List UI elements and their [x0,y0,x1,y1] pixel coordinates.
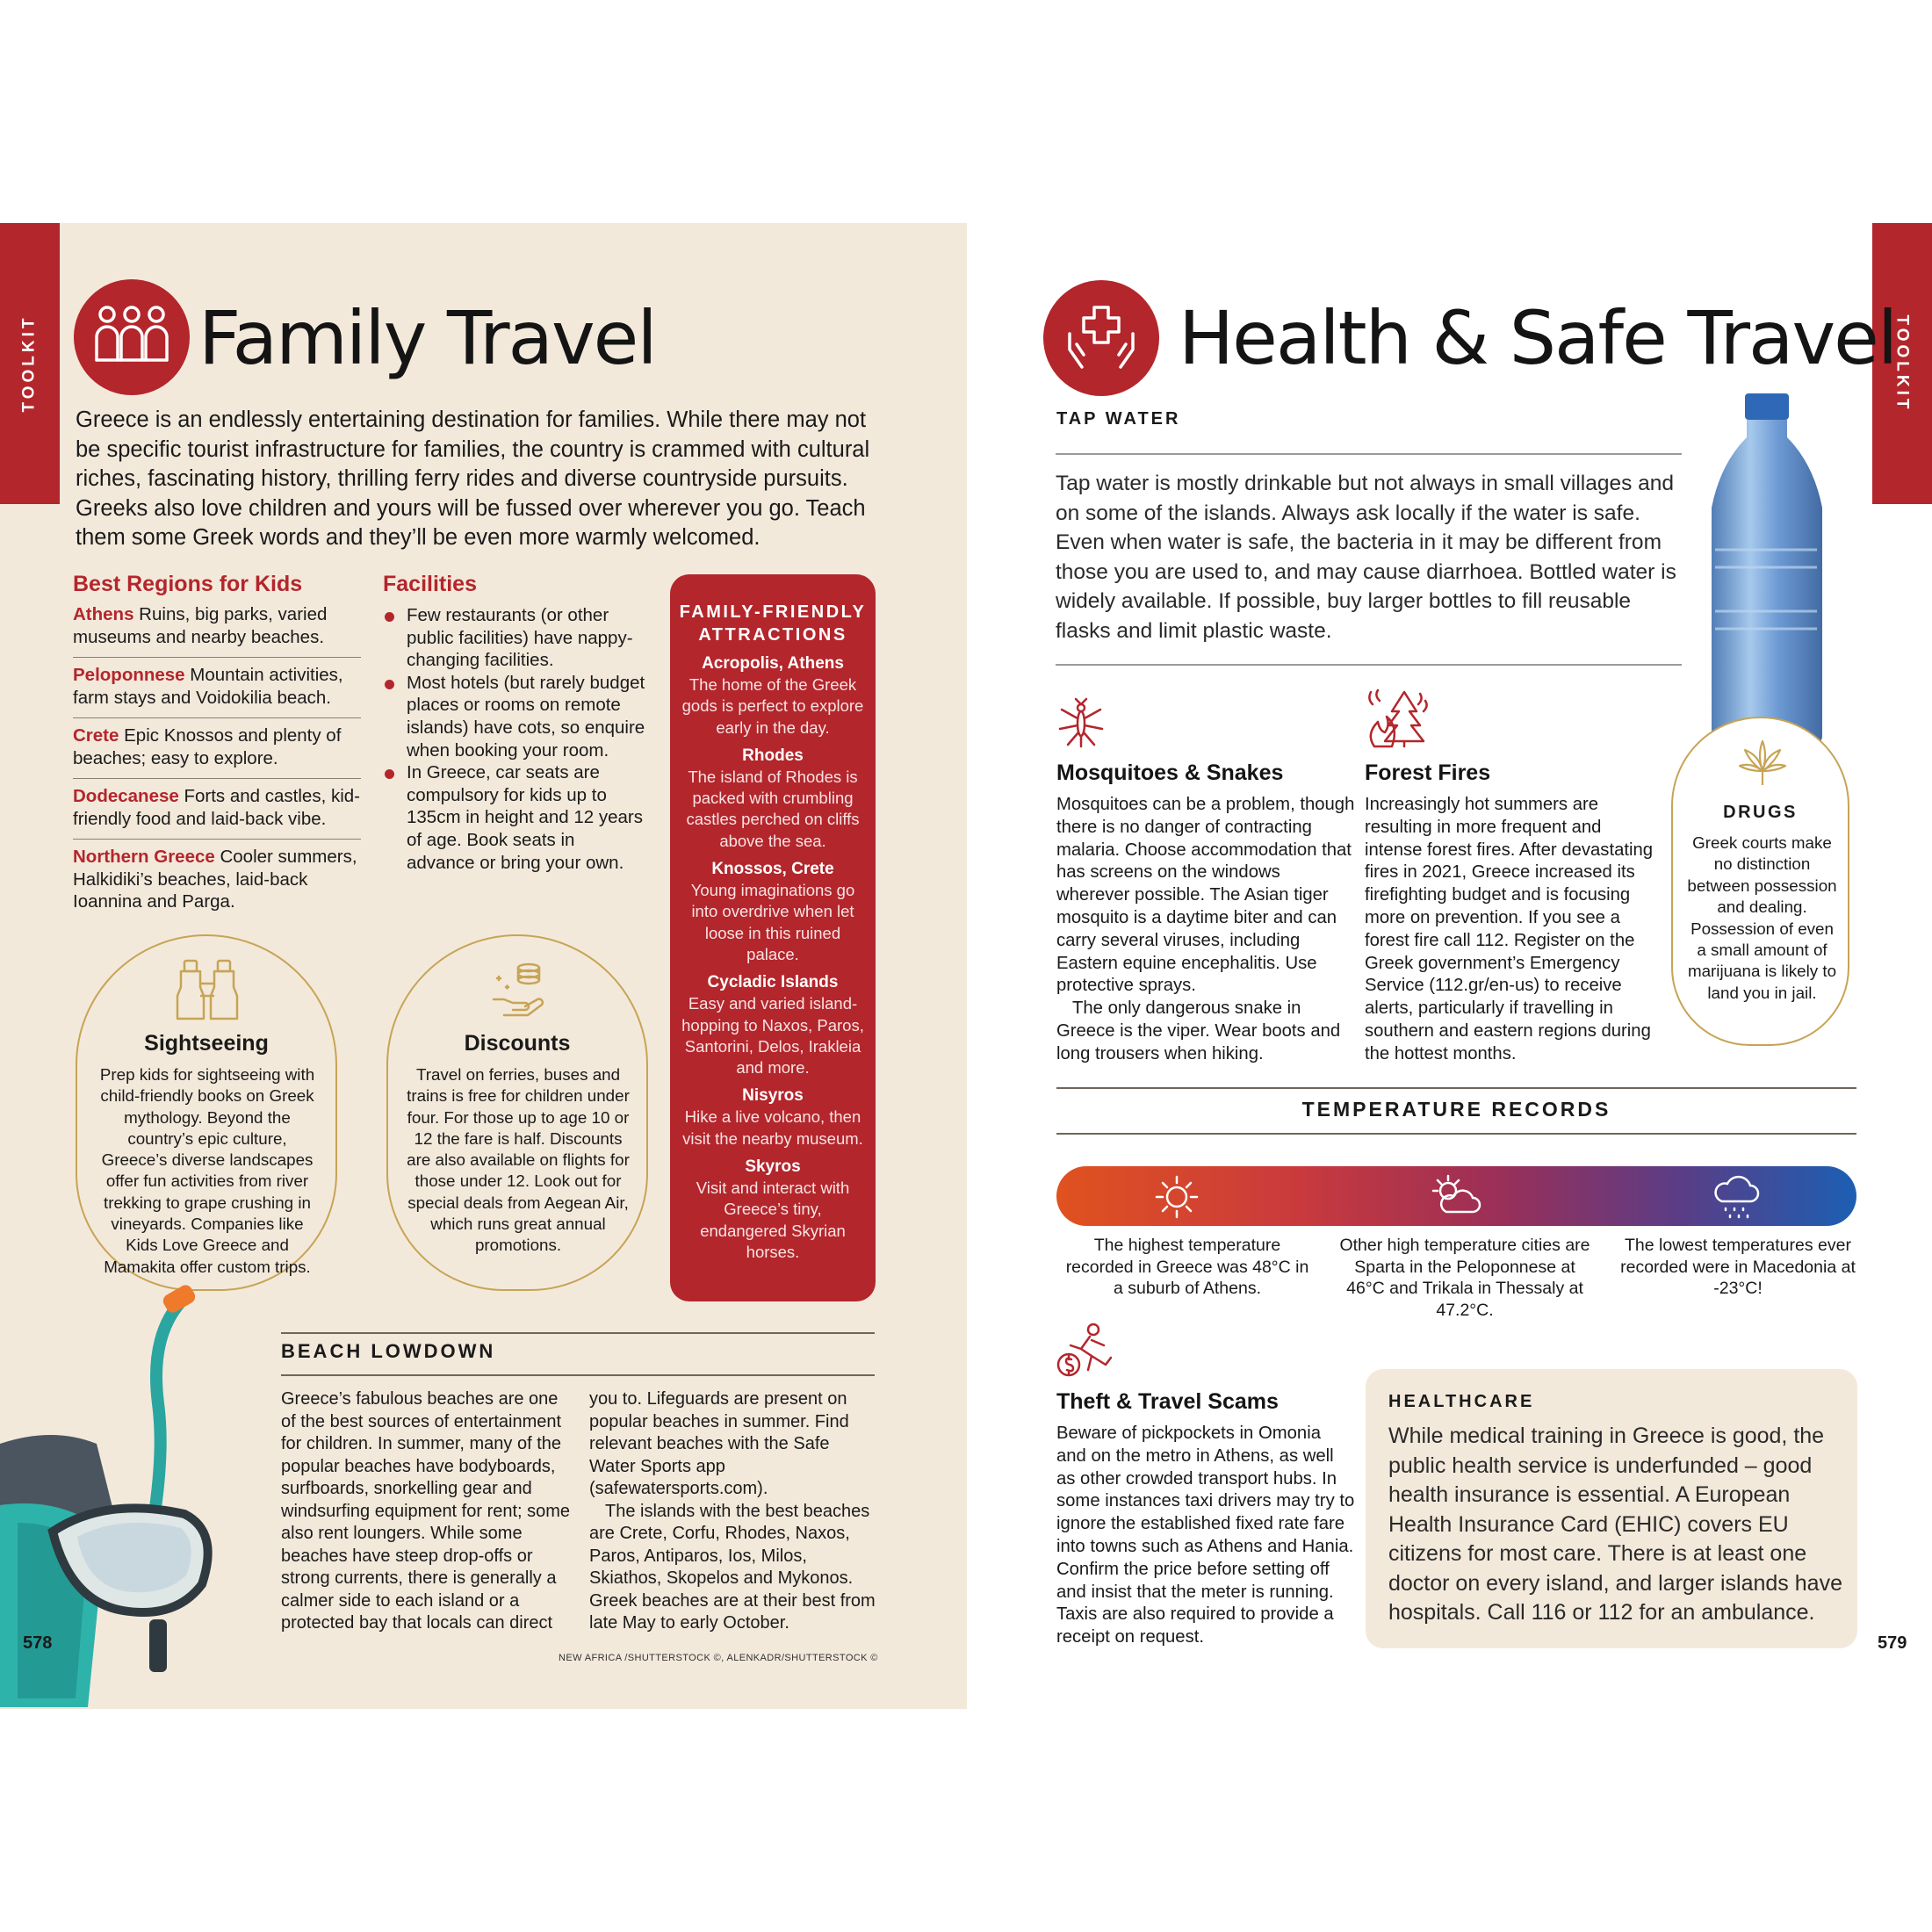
region-text: Ruins, big parks, varied museums and nearby beaches. [73,604,328,647]
healthcare-text: While medical training in Greece is good, the public health service is underfunded – good health insurance is essential. A European Health Insurance Card (EHIC) covers EU citizens for most care. There is at least one doctor on every island, and larger islands have hospitals. Call 116 or 112 for an ambulance. [1388,1424,1842,1625]
partly-cloudy-icon [1429,1173,1483,1221]
healthcare-box [1366,1369,1857,1648]
discounts-text: Travel on ferries, buses and trains is free for children under four. For those up to age 10 or 12 the fare is half. Discounts are also available on flights for those under 12. Look out for special deals from Aegean Air, which runs great annual promotions. [407,1065,630,1255]
divider [73,778,361,779]
attraction-name: Cycladic Islands [707,973,839,992]
region-text: Forts and castles, kid-friendly food and laid-back vibe. [73,786,360,829]
region-name: Crete [73,725,119,746]
divider [281,1332,875,1334]
cannabis-leaf-icon [1738,738,1787,787]
left-page [0,223,967,1709]
photo-credit: NEW AFRICA /SHUTTERSTOCK ©, ALENKADR/SHUTTERSTOCK © [559,1653,878,1663]
toolkit-tab [0,223,60,504]
sightseeing-text: Prep kids for sightseeing with child-friendly books on Greek mythology. Beyond the country’s epic culture, Greece’s diverse landscapes offer fun activities from river trekking to grape crushing in vineyards. Companies like Kids Love Greece and Mamakita offer custom trips. [99,1065,315,1276]
sightseeing-panel [76,934,337,1291]
list-item: In Greece, car seats are compulsory for kids up to 135cm in height and 12 years of age. Book seats in advance or bring your own. [383,761,646,874]
medical-hands-icon [1043,280,1159,396]
healthcare-heading: HEALTHCARE [1388,1392,1535,1411]
region-name: Dodecanese [73,786,179,806]
discounts-title: Discounts [464,1031,571,1056]
mosquitoes-text [1056,794,1355,1066]
mosquito-icon [1056,697,1107,748]
region-item [73,664,361,709]
attraction-text: Hike a live volcano, then visit the nearby museum. [682,1107,863,1148]
drugs-title: DRUGS [1723,803,1798,822]
tap-water-heading: TAP WATER [1056,409,1181,429]
page-number: 579 [1878,1633,1907,1653]
thief-running-icon [1055,1323,1118,1381]
attraction-text: The island of Rhodes is packed with crumbling castles perched on cliffs above the sea. [686,767,860,850]
divider [73,717,361,718]
region-text: Epic Knossos and plenty of beaches; easy to explore. [73,725,342,768]
tap-water-text: Tap water is mostly drinkable but not always in small villages and on some of the islands. Always ask locally if the water is safe. Even when water is safe, the bacteria in it may be different from those you are used to, and may cause diarrhoea. Bottled water is widely available. If possible, buy larger bottles to fill reusable flasks and limit plastic waste. [1056,472,1676,643]
divider [1056,453,1682,455]
divider [1056,664,1682,666]
region-item [73,846,361,913]
attraction-text: Visit and interact with Greece’s tiny, endangered Skyrian horses. [696,1179,850,1261]
snow-cloud-icon [1712,1171,1761,1222]
region-item [73,724,361,769]
forest-fire-icon [1364,688,1431,748]
scams-title: Theft & Travel Scams [1056,1389,1279,1414]
region-name: Peloponnese [73,665,185,685]
page-number: 578 [23,1633,53,1653]
facilities-list [383,604,646,874]
region-text: Mountain activities, farm stays and Voidokilia beach. [73,665,343,708]
attraction-name: Acropolis, Athens [702,654,844,673]
divider [1056,1133,1856,1135]
attraction-name: Skyros [745,1157,801,1177]
sightseeing-title: Sightseeing [144,1031,269,1056]
region-item [73,603,361,648]
mosquitoes-paragraph: Mosquitoes can be a problem, though there is no danger of contracting malaria. Choose accommodation that has screens on the windows wherever possible. The Asian tiger mosquito is a daytime biter and can carry several viruses, including Eastern equine encephalitis. Use protective sprays. [1056,795,1355,996]
temperature-record: Other high temperature cities are Sparta in the Peloponnese at 46°C and Trikala in Thessaly at 47.2°C. [1339,1236,1590,1320]
water-bottle-image [1696,392,1836,743]
page-title: Family Travel [198,295,656,381]
forest-fires-text: Increasingly hot summers are resulting in more frequent and intense forest fires. After devastating fires in 2021, Greece increased its firefighting budget and is focusing more on prevention. If you see a forest fire call 112. Register on the Greek government’s Emergency Service (112.gr/en-us) to receive alerts, particularly if travelling in southern and eastern regions during the hottest months. [1365,795,1654,1063]
right-page [967,223,1932,1709]
beach-paragraph: The islands with the best beaches are Crete, Corfu, Rhodes, Naxos, Paros, Antiparos, Ios, Milos, Skiathos, Skopelos and Mykonos. Greek beaches are at their best from late May to early October. [589,1501,876,1633]
forest-fires-title: Forest Fires [1365,761,1491,785]
attractions-box [670,574,876,1301]
drugs-panel [1671,717,1849,1046]
discounts-panel [386,934,648,1291]
coins-hand-icon [488,961,550,1017]
divider [73,657,361,658]
list-item: Few restaurants (or other public facilities) have nappy-changing facilities. [383,604,646,672]
mosquitoes-paragraph: The only dangerous snake in Greece is the viper. Wear boots and long trousers when hiking. [1056,998,1341,1063]
attraction-text: Easy and varied island-hopping to Naxos, Paros, Santorini, Delos, Irakleia and more. [681,994,864,1078]
list-item: Most hotels (but rarely budget places or rooms on remote islands) have cots, so enquire when booking your room. [383,672,646,761]
region-name: Athens [73,604,134,624]
drugs-text: Greek courts make no distinction between possession and dealing. Possession of even a small amount of marijuana is likely to land you in jail. [1687,833,1837,1002]
scams-text: Beware of pickpockets in Omonia and on the metro in Athens, as well as other crowded transport hubs. In some instances taxi drivers may try to ignore the established fixed rate fare into towns such as Athens and Hania. Confirm the price before setting off and insist that the meter is running. Taxis are also required to provide a receipt on request. [1056,1424,1355,1647]
page-title: Health & Safe Travel [1179,295,1897,381]
temperature-record: The lowest temperatures ever recorded were in Macedonia at -23°C! [1620,1236,1856,1298]
attraction-text: Young imaginations go into overdrive when let loose in this ruined palace. [690,881,855,963]
region-item [73,785,361,830]
temperature-heading: TEMPERATURE RECORDS [1301,1098,1611,1121]
beach-text-col1: Greece’s fabulous beaches are one of the best sources of entertainment for children. In summer, many of the popular beaches have bodyboards, surfboards, snorkelling gear and windsurfing equipment for rent; some also rent loungers. While some beaches have steep drop-offs or strong currents, there is generally a calmer side to each island or a protected bay that locals can direct [281,1389,571,1633]
beach-text-col2 [589,1388,879,1635]
attraction-name: Rhodes [742,746,804,765]
temperature-gradient-bar [1056,1166,1856,1226]
divider [1056,1087,1856,1089]
facilities-heading: Facilities [383,572,477,596]
divider [73,839,361,840]
region-name: Northern Greece [73,847,215,867]
region-text: Cooler summers, Halkidiki’s beaches, laid-back Ioannina and Parga. [73,847,357,912]
beach-heading: BEACH LOWDOWN [281,1340,496,1362]
intro-paragraph: Greece is an endlessly entertaining destination for families. While there may not be specific tourist infrastructure for families, the country is crammed with cultural riches, fascinating history, thrilling ferry rides and diverse countryside pursuits. Greeks also love children and yours will be fussed over wherever you go. Teach them some Greek words and they’ll be even more warmly welcomed. [76,407,870,550]
family-icon [74,279,190,395]
attraction-name: Knossos, Crete [711,860,834,879]
divider [281,1374,875,1376]
temperature-record: The highest temperature recorded in Greece was 48°C in a suburb of Athens. [1065,1236,1309,1298]
binoculars-icon [174,957,241,1024]
regions-heading: Best Regions for Kids [73,572,303,596]
toolkit-tab-label: TOOLKIT [1893,314,1913,413]
attractions-heading: FAMILY-FRIENDLY ATTRACTIONS [679,602,867,645]
toolkit-tab-label: TOOLKIT [20,314,40,413]
sun-icon [1153,1173,1200,1221]
attraction-text: The home of the Greek gods is perfect to explore early in the day. [681,675,864,737]
attraction-name: Nisyros [742,1086,804,1106]
beach-paragraph: you to. Lifeguards are present on popular beaches in summer. Find relevant beaches with the Safe Water Sports app (safewatersports.com). [589,1389,849,1498]
mosquitoes-title: Mosquitoes & Snakes [1056,761,1284,785]
